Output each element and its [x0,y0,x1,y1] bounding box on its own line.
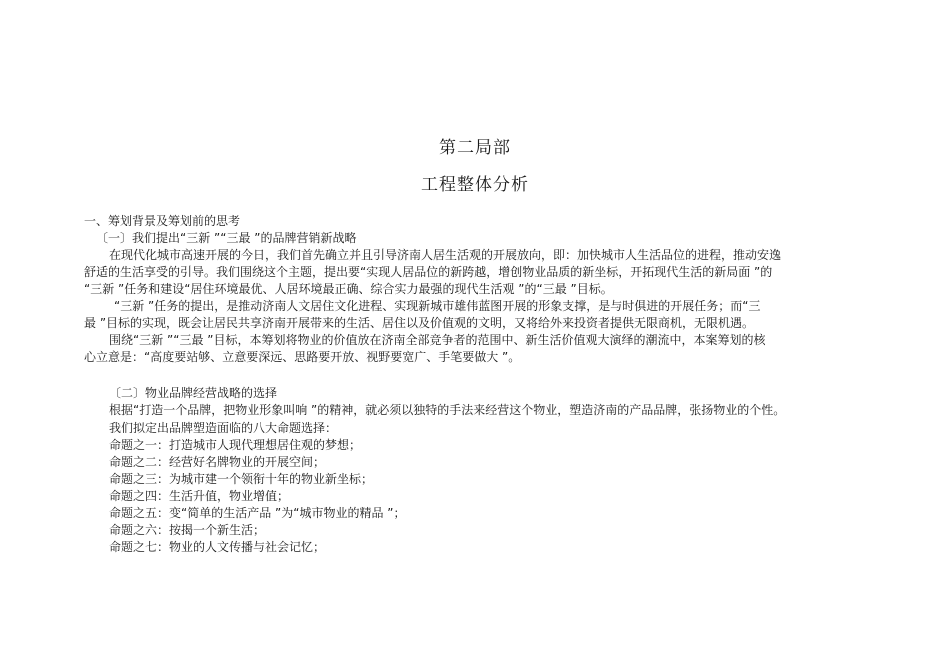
paragraph-line: 根据“打造一个品牌，把物业形象叫响 ”的精神，就必须以独特的手法来经营这个物业，塑造济南的产品品牌，张扬物业的个性。 [109,403,786,417]
list-item: 命题之五：变“简单的生活产品 ”为“城市物业的精品 ”； [109,506,406,520]
section-title: 第二局部 [439,138,511,158]
list-item: 命题之二：经营好名牌物业的开展空间； [109,455,326,469]
paragraph-line: 我们拟定出品牌塑造面临的八大命题选择： [109,421,338,435]
list-item: 命题之四：生活升值，物业增值； [109,489,290,503]
list-item: 命题之一：打造城市人现代理想居住观的梦想； [109,438,362,452]
list-item: 命题之三：为城市建一个领衔十年的物业新坐标； [109,472,374,486]
section-subtitle: 工程整体分析 [421,175,529,195]
paragraph-line: 心立意是：“高度要站够、立意要深远、思路要开放、视野要宽广、手笔要做大 ”。 [84,350,521,364]
paragraph-line: 在现代化城市高速开展的今日，我们首先确立并且引导济南人居生活观的开展放向，即：加快城市人生活品位的进程，推动安逸 [109,248,782,262]
paragraph-line: 最 ”目标的实现，既会让居民共享济南开展带来的生活、居住以及价值观的文明，又将给外来投资者提供无限商机，无限机遇。 [84,316,755,330]
list-item: 命题之七：物业的人文传播与社会记忆； [109,540,326,554]
list-item: 命题之六：按揭一个新生活； [109,523,266,537]
paragraph-line: 围绕“三新 ”“三最 ”目标，本筹划将物业的价值放在济南全部竞争者的范围中、新生活价值观大演绎的潮流中，本案筹划的核 [109,333,766,347]
subheading-strategy: 〔一〕我们提出“三新 ”“三最 ”的品牌营销新战略 [96,231,357,245]
subheading-brand-strategy: 〔二〕物业品牌经营战略的选择 [109,386,278,400]
paragraph-line: “三新 ”任务的提出，是推动济南人文居住文化进程、实现新城市雄伟蓝图开展的形象支撑，是与时俱进的开展任务；而“三 [114,299,761,313]
heading-background: 一、筹划背景及筹划前的思考 [84,214,241,228]
paragraph-line: 舒适的生活享受的引导。我们围绕这个主题，提出要“实现人居品位的新跨越，增创物业品质的新坐标，开拓现代生活的新局面 ”的 [84,265,773,279]
paragraph-line: “三新 ”任务和建设“居住环境最优、人居环境最正确、综合实力最强的现代生活观 ”的“三最 ”目标。 [84,282,613,296]
